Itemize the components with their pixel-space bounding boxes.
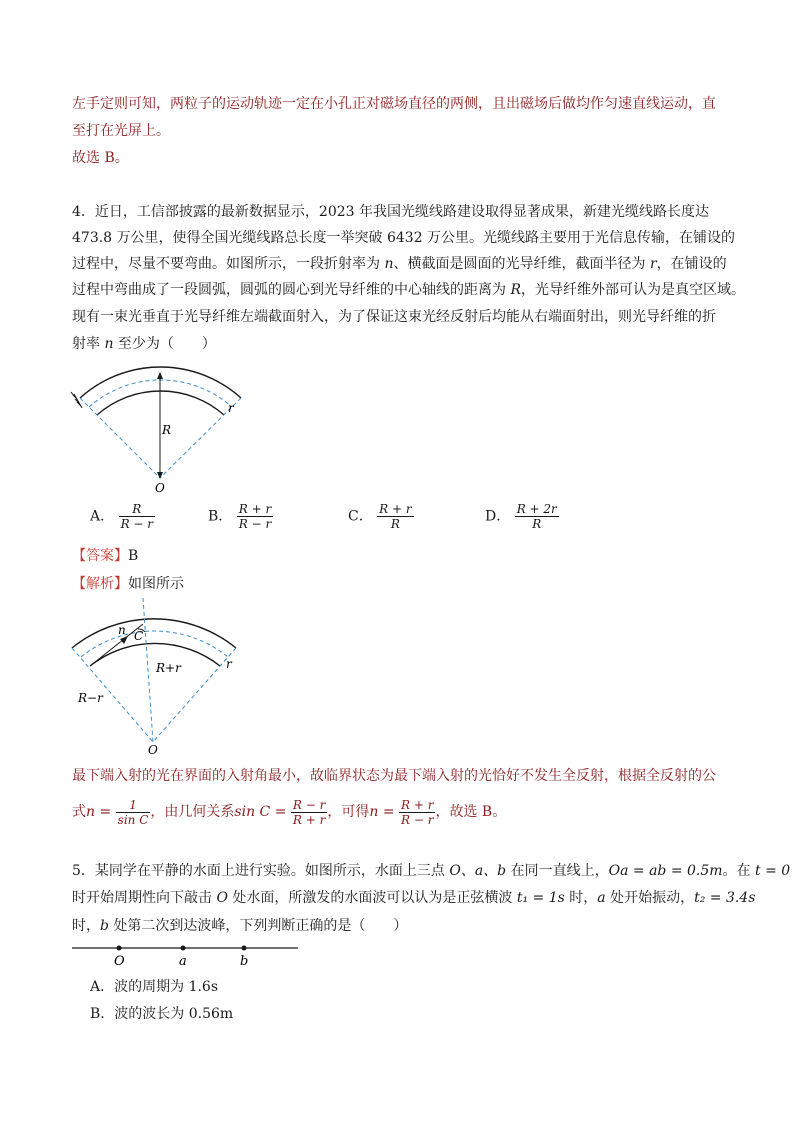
- incident-light-hatch: [71, 392, 82, 408]
- option-c-fraction: $\frac{R + r}{R}$: [379, 502, 412, 531]
- fig1-label-r: r: [228, 401, 234, 415]
- fig2-label-O: O: [148, 743, 158, 756]
- fig2-label-R-plus-r: R+r: [156, 661, 181, 675]
- q4-stem-line-3: 过程中，尽量不要弯曲。如图所示，一段折射率为 n、横截面是圆面的光导纤维，截面半径为 r，在铺设的: [72, 256, 727, 272]
- fig2-ray-arrow: [120, 636, 128, 644]
- formula-2-fraction: $\frac{R - r}{R + r}$: [292, 797, 326, 827]
- radius-arrow-head-up: [157, 372, 163, 379]
- q4-answer: 【答案】B: [72, 548, 139, 564]
- point-O: [117, 946, 122, 951]
- q4-stem-line-4: 过程中弯曲成了一段圆弧，圆弧的圆心到光导纤维的中心轴线的距离为 R，光导纤维外部可认为是真空区域。: [72, 282, 745, 298]
- q4-analysis-figure: [70, 596, 250, 756]
- q4-option-c[interactable]: C． $\frac{R + r}{R}$: [348, 502, 412, 531]
- fig2-label-r: r: [226, 657, 232, 671]
- option-a-fraction: $\frac{R}{R - r}$: [120, 502, 154, 531]
- q4-stem-line-2: 473.8 万公里，使得全国光缆线路总长度一举突破 6432 万公里。光缆线路主要用于光信息传输，在铺设的: [72, 230, 736, 246]
- q4-explanation-line-2: 式n = $\frac{1}{\text{sin C}}$ ，由几何关系sin C = $\frac{R - r}{R + r}$ ，可得n = $\frac{R + r}{R - r}$ ，故选 B。: [72, 797, 507, 827]
- q5-option-a[interactable]: A．波的周期为 1.6s: [90, 979, 219, 995]
- q4-stem-line-5: 现有一束光垂直于光导纤维左端截面射入，为了保证这束光经反射后均能从右端面射出，则光导纤维的折: [72, 309, 716, 325]
- option-b-fraction: $\frac{R + r}{R - r}$: [238, 502, 272, 531]
- prev-text-line-2: 至打在光屏上。: [72, 123, 170, 139]
- q4-option-b[interactable]: B． $\frac{R + r}{R - r}$: [208, 502, 272, 531]
- point-b: [242, 946, 247, 951]
- q4-explanation-line-1: 最下端入射的光在界面的入射角最小，故临界状态为最下端入射的光恰好不发生全反射，根据全反射的公: [72, 768, 716, 784]
- q5-stem-line-1: 5．某同学在平静的水面上进行实验。如图所示，水面上三点 O、a、b 在同一直线上，Oa = ab = 0.5m。在 t = 0: [72, 863, 791, 879]
- formula-3-fraction: $\frac{R + r}{R - r}$: [401, 797, 434, 827]
- q4-fiber-figure: [68, 360, 248, 495]
- fig3-label-a: a: [179, 954, 187, 969]
- formula-1-fraction: $\frac{1}{\text{sin C}}$: [117, 797, 149, 827]
- q5-option-b[interactable]: B．波的波长为 0.56m: [90, 1006, 234, 1022]
- q5-stem-line-3: 时，b 处第二次到达波峰，下列判断正确的是（ ）: [72, 918, 408, 934]
- fig3-label-O: O: [114, 954, 125, 969]
- prev-text-line-1: 左手定则可知，两粒子的运动轨迹一定在小孔正对磁场直径的两侧，且出磁场后做均作匀速直线运动，直: [72, 96, 716, 112]
- q4-option-a[interactable]: A． $\frac{R}{R - r}$: [90, 502, 154, 531]
- fig2-label-C: C: [134, 629, 144, 643]
- q4-option-d[interactable]: D． $\frac{R + 2r}{R}$: [485, 502, 557, 531]
- fig2-label-R-minus-r: R−r: [78, 691, 103, 705]
- q5-water-line-figure: [72, 940, 302, 970]
- fig2-inner-arc: [90, 643, 220, 666]
- q4-stem-line-1: 4．近日，工信部披露的最新数据显示，2023 年我国光缆线路建设取得显著成果，新建光缆线路长度达: [72, 204, 709, 220]
- point-a: [181, 946, 186, 951]
- q5-stem-line-2: 时开始周期性向下敲击 O 处水面，所激发的水面波可以认为是正弦横波 t₁ = 1s 时，a 处开始振动，t₂ = 3.4s: [72, 890, 756, 906]
- option-d-fraction: $\frac{R + 2r}{R}$: [516, 502, 557, 531]
- fig2-label-n: n: [118, 623, 126, 637]
- radius-arrow-head-down: [157, 472, 163, 479]
- left-radius-dashed: [80, 398, 160, 478]
- q4-analysis-header: 【解析】如图所示: [72, 576, 184, 592]
- fig1-label-O: O: [155, 481, 165, 495]
- fig3-label-b: b: [240, 954, 249, 969]
- q4-stem-line-6: 射率 n 至少为（ ）: [72, 336, 216, 352]
- prev-answer-line: 故选 B。: [72, 150, 129, 166]
- fig1-label-R: R: [162, 423, 172, 437]
